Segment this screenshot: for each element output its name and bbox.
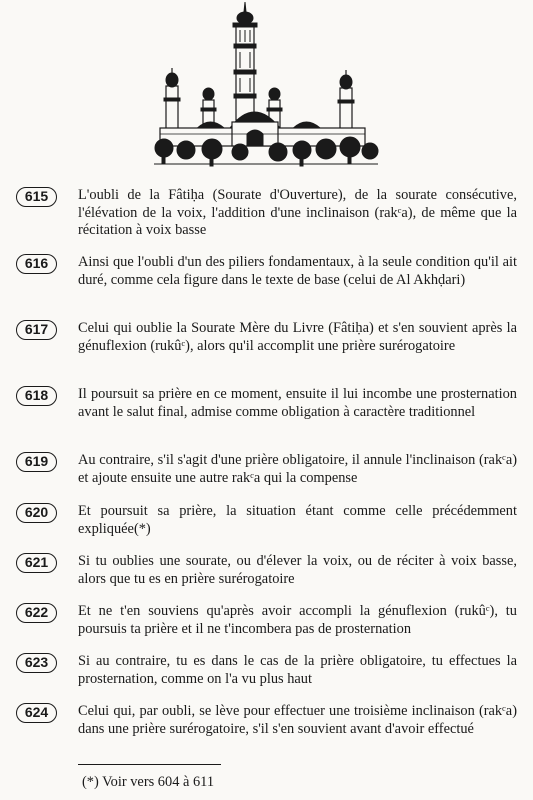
verse-number-badge: 618 bbox=[16, 386, 57, 406]
verse-text: Si tu oublies une sourate, ou d'élever la voix, ou de réciter à voix basse, alors que tu es en prière surérogatoire bbox=[78, 553, 517, 587]
verse-number-badge: 624 bbox=[16, 703, 57, 723]
footnote: (*) Voir vers 604 à 611 bbox=[82, 774, 215, 790]
verse-number-badge: 616 bbox=[16, 254, 57, 274]
verse-number-badge: 621 bbox=[16, 553, 57, 573]
verse-text: Et ne t'en souviens qu'après avoir accompli la génuflexion (rukûᶜ), tu poursuis ta prière et il ne t'incombera pas de prosternation bbox=[78, 603, 517, 637]
verse-text: Au contraire, s'il s'agit d'une prière obligatoire, il annule l'inclinaison (rakᶜa) et ajoute ensuite une autre rakᶜa qui la compense bbox=[78, 452, 517, 486]
verse-number-badge: 622 bbox=[16, 603, 57, 623]
verse-text: Celui qui, par oubli, se lève pour effectuer une troisième inclinaison (rakᶜa) dans une prière surérogatoire, s'il s'en souvient avant d'avoir effectué bbox=[78, 703, 517, 737]
mosque-illustration bbox=[150, 2, 380, 170]
verse-text: Si au contraire, tu es dans le cas de la prière obligatoire, tu effectues la prosternation, comme on l'a vu plus haut bbox=[78, 653, 517, 687]
verse-text: L'oubli de la Fâtiḥa (Sourate d'Ouverture), de la sourate consécutive, l'élévation de la voix, l'addition d'une inclinaison (rakᶜa), de même que la récitation à voix basse bbox=[78, 187, 517, 238]
verse-number-badge: 617 bbox=[16, 320, 57, 340]
verse-text: Ainsi que l'oubli d'un des piliers fondamentaux, à la seule condition qu'il ait duré, comme cela figure dans le texte de base (celui de Al Akhḍari) bbox=[78, 254, 517, 288]
verse-number-badge: 620 bbox=[16, 503, 57, 523]
verse-text: Il poursuit sa prière en ce moment, ensuite il lui incombe une prosternation avant le salut final, admise comme obligation à caractère traditionnel bbox=[78, 386, 517, 420]
verse-text: Celui qui oublie la Sourate Mère du Livre (Fâtiḥa) et s'en souvient après la génuflexion (rukûᶜ), alors qu'il accomplit une prière surérogatoire bbox=[78, 320, 517, 354]
verse-number-badge: 619 bbox=[16, 452, 57, 472]
verse-text: Et poursuit sa prière, la situation étant comme celle précédemment expliquée(*) bbox=[78, 503, 517, 537]
verse-number-badge: 623 bbox=[16, 653, 57, 673]
footnote-divider bbox=[78, 764, 221, 765]
verse-number-badge: 615 bbox=[16, 187, 57, 207]
